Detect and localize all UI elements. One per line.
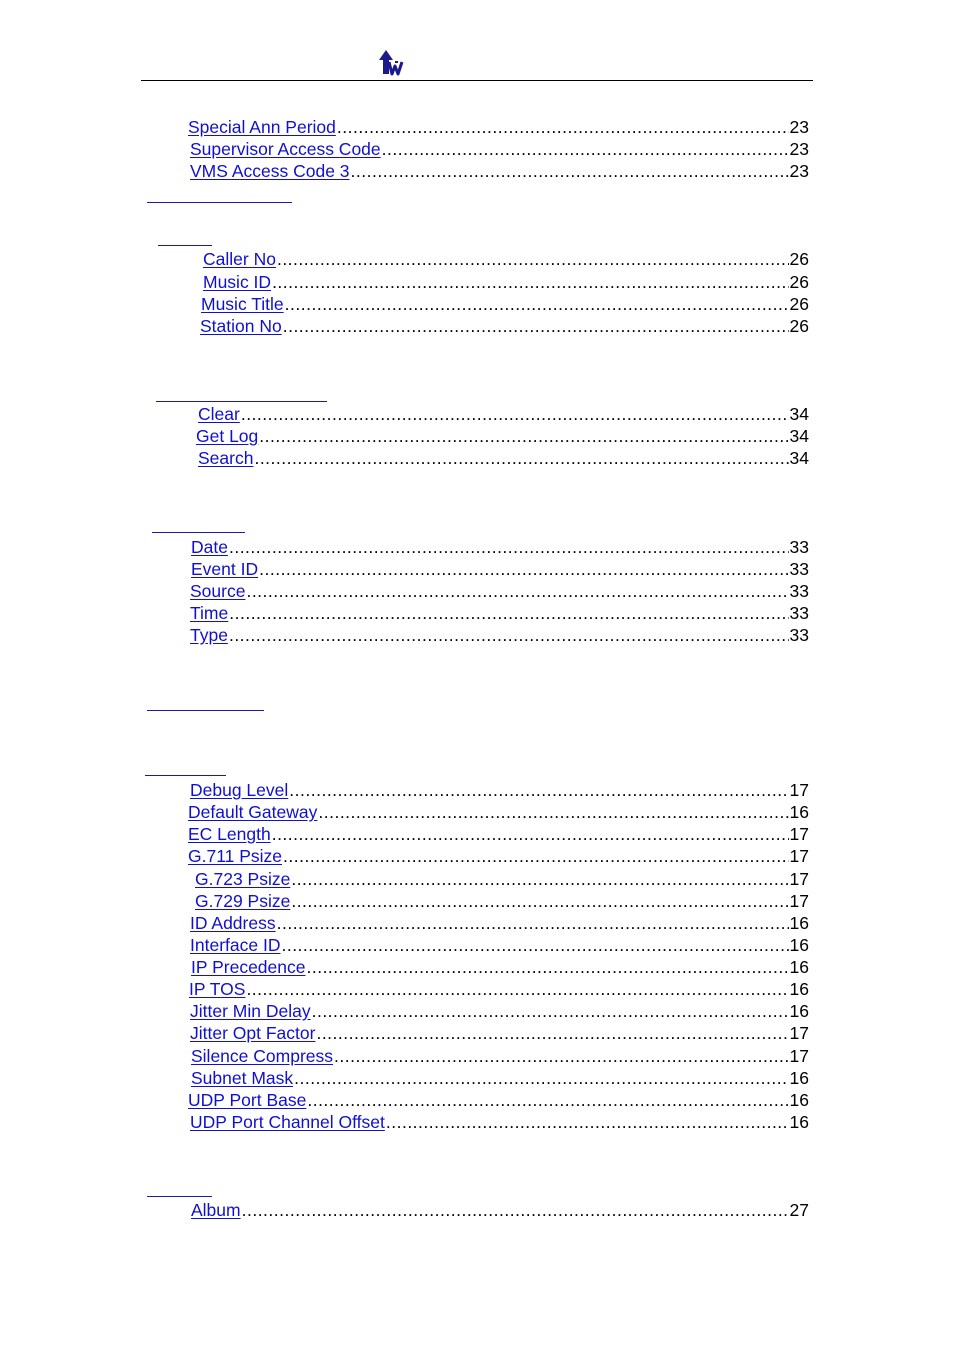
dot-leader (306, 957, 788, 977)
toc-entry[interactable] (200, 316, 809, 336)
toc-page-number: 17 (789, 1023, 809, 1043)
toc-page-number: 16 (789, 1068, 809, 1088)
dot-leader (351, 161, 789, 181)
toc-page-number: 16 (789, 979, 809, 999)
toc-entry-link[interactable]: Type (190, 625, 228, 645)
toc-page-number: 17 (789, 824, 809, 844)
dot-leader (272, 272, 788, 292)
toc-entry[interactable] (188, 117, 809, 137)
toc-entry-link[interactable]: UDP Port Channel Offset (190, 1112, 385, 1132)
toc-entry-link[interactable]: Special Ann Period (188, 117, 336, 137)
toc-entry[interactable] (201, 294, 809, 314)
toc-entry-link[interactable]: Station No (200, 316, 282, 336)
section-heading-rule (147, 202, 292, 203)
toc-entry-link[interactable]: Clear (198, 404, 240, 424)
toc-page-number: 33 (789, 537, 809, 557)
toc-page-number: 26 (789, 316, 809, 336)
toc-page-number: 16 (789, 957, 809, 977)
dot-leader (283, 316, 789, 336)
toc-entry[interactable] (203, 272, 809, 292)
dot-leader (242, 1200, 789, 1220)
toc-entry[interactable] (191, 957, 809, 977)
toc-entry-link[interactable]: G.729 Psize (195, 891, 291, 911)
toc-entry[interactable] (190, 603, 809, 623)
toc-page-number: 17 (789, 1046, 809, 1066)
toc-page-number: 26 (789, 294, 809, 314)
toc-entry-link[interactable]: Caller No (203, 249, 276, 269)
toc-entry[interactable] (195, 869, 809, 889)
dot-leader (291, 869, 788, 889)
toc-entry[interactable] (198, 404, 809, 424)
toc-entry-link[interactable]: Album (191, 1200, 241, 1220)
toc-page-number: 33 (789, 625, 809, 645)
toc-entry-link[interactable]: Get Log (196, 426, 259, 446)
toc-entry[interactable] (196, 426, 809, 446)
toc-entry-link[interactable]: Source (190, 581, 246, 601)
toc-entry-link[interactable]: Jitter Min Delay (190, 1001, 311, 1021)
dot-leader (229, 537, 789, 557)
toc-entry[interactable] (203, 249, 809, 269)
dot-leader (316, 1023, 788, 1043)
toc-entry[interactable] (191, 559, 809, 579)
toc-entry[interactable] (190, 139, 809, 159)
toc-page-number: 17 (789, 846, 809, 866)
dot-leader (291, 891, 788, 911)
header-rule (141, 80, 813, 81)
toc-entry-link[interactable]: Date (191, 537, 228, 557)
dot-leader (259, 426, 788, 446)
section-heading-rule (147, 710, 264, 711)
dot-leader (382, 139, 789, 159)
dot-leader (337, 117, 789, 137)
toc-entry[interactable] (190, 1023, 809, 1043)
toc-page-number: 23 (789, 161, 809, 181)
toc-page-number: 17 (789, 891, 809, 911)
toc-entry-link[interactable]: Search (198, 448, 254, 468)
dot-leader (277, 249, 789, 269)
toc-entry[interactable] (191, 537, 809, 557)
toc-page-number: 16 (789, 913, 809, 933)
toc-entry-link[interactable]: Subnet Mask (191, 1068, 294, 1088)
dot-leader (241, 404, 789, 424)
toc-entry-link[interactable]: ID Address (190, 913, 276, 933)
toc-entry[interactable] (190, 625, 809, 645)
toc-entry[interactable] (190, 780, 809, 800)
dot-leader (277, 913, 789, 933)
toc-entry-link[interactable]: IP Precedence (191, 957, 306, 977)
toc-entry[interactable] (198, 448, 809, 468)
dot-leader (246, 979, 788, 999)
toc-page-number: 33 (789, 581, 809, 601)
toc-entry-link[interactable]: G.723 Psize (195, 869, 291, 889)
toc-entry[interactable] (190, 1112, 809, 1132)
dot-leader (294, 1068, 788, 1088)
toc-entry[interactable] (191, 1046, 809, 1066)
toc-page-number: 34 (789, 448, 809, 468)
toc-entry-link[interactable]: Jitter Opt Factor (190, 1023, 316, 1043)
toc-page-number: 16 (789, 1001, 809, 1021)
toc-entry[interactable] (190, 581, 809, 601)
toc-entry-link[interactable]: G.711 Psize (188, 846, 283, 866)
toc-page-number: 26 (789, 272, 809, 292)
toc-page-number: 16 (789, 935, 809, 955)
toc-entry-link[interactable]: UDP Port Base (188, 1090, 307, 1110)
section-heading-rule (156, 401, 327, 402)
toc-page-number: 34 (789, 404, 809, 424)
toc-page-number: 17 (789, 780, 809, 800)
dot-leader (312, 1001, 789, 1021)
dot-leader (229, 603, 788, 623)
dot-leader (272, 824, 789, 844)
toc-entry-link[interactable]: Event ID (191, 559, 259, 579)
toc-page-number: 27 (789, 1200, 809, 1220)
toc-page-number: 33 (789, 559, 809, 579)
section-heading-rule (147, 1196, 212, 1197)
toc-entry[interactable] (195, 891, 809, 911)
section-heading-rule (158, 245, 212, 246)
section-heading-rule (145, 775, 226, 776)
toc-entry[interactable] (188, 824, 809, 844)
toc-entry-link[interactable]: Silence Compress (191, 1046, 333, 1066)
arrow-up-logo-icon (377, 48, 407, 76)
toc-page-number: 33 (789, 603, 809, 623)
toc-page-number: 23 (789, 139, 809, 159)
toc-entry[interactable] (188, 846, 809, 866)
dot-leader (281, 935, 788, 955)
toc-entry-link[interactable]: Music ID (203, 272, 272, 292)
toc-entry[interactable] (188, 802, 809, 822)
dot-leader (307, 1090, 788, 1110)
toc-entry-link[interactable]: Interface ID (190, 935, 281, 955)
toc-entry-link[interactable]: IP TOS (189, 979, 246, 999)
toc-entry-link[interactable]: Music Title (201, 294, 284, 314)
toc-entry[interactable] (190, 913, 809, 933)
dot-leader (334, 1046, 789, 1066)
toc-entry[interactable] (191, 1200, 809, 1220)
toc-page-number: 16 (789, 1090, 809, 1110)
toc-entry[interactable] (188, 1090, 809, 1110)
toc-entry-link[interactable]: Supervisor Access Code (190, 139, 381, 159)
toc-entry-link[interactable]: VMS Access Code 3 (190, 161, 350, 181)
toc-entry-link[interactable]: Debug Level (190, 780, 289, 800)
dot-leader (283, 846, 789, 866)
dot-leader (254, 448, 788, 468)
toc-page-number: 26 (789, 249, 809, 269)
toc-page-number: 34 (789, 426, 809, 446)
dot-leader (285, 294, 789, 314)
toc-entry-link[interactable]: Default Gateway (188, 802, 318, 822)
section-heading-rule (152, 532, 245, 533)
toc-page-number: 23 (789, 117, 809, 137)
dot-leader (246, 581, 788, 601)
dot-leader (229, 625, 789, 645)
toc-entry-link[interactable]: EC Length (188, 824, 271, 844)
dot-leader (259, 559, 788, 579)
toc-entry[interactable] (191, 1068, 809, 1088)
toc-entry[interactable] (190, 935, 809, 955)
dot-leader (318, 802, 788, 822)
toc-entry[interactable] (189, 979, 809, 999)
toc-page-number: 17 (789, 869, 809, 889)
toc-page-number: 16 (789, 1112, 809, 1132)
dot-leader (386, 1112, 789, 1132)
toc-entry[interactable] (190, 1001, 809, 1021)
dot-leader (289, 780, 788, 800)
toc-page-number: 16 (789, 802, 809, 822)
toc-entry[interactable] (190, 161, 809, 181)
toc-entry-link[interactable]: Time (190, 603, 229, 623)
